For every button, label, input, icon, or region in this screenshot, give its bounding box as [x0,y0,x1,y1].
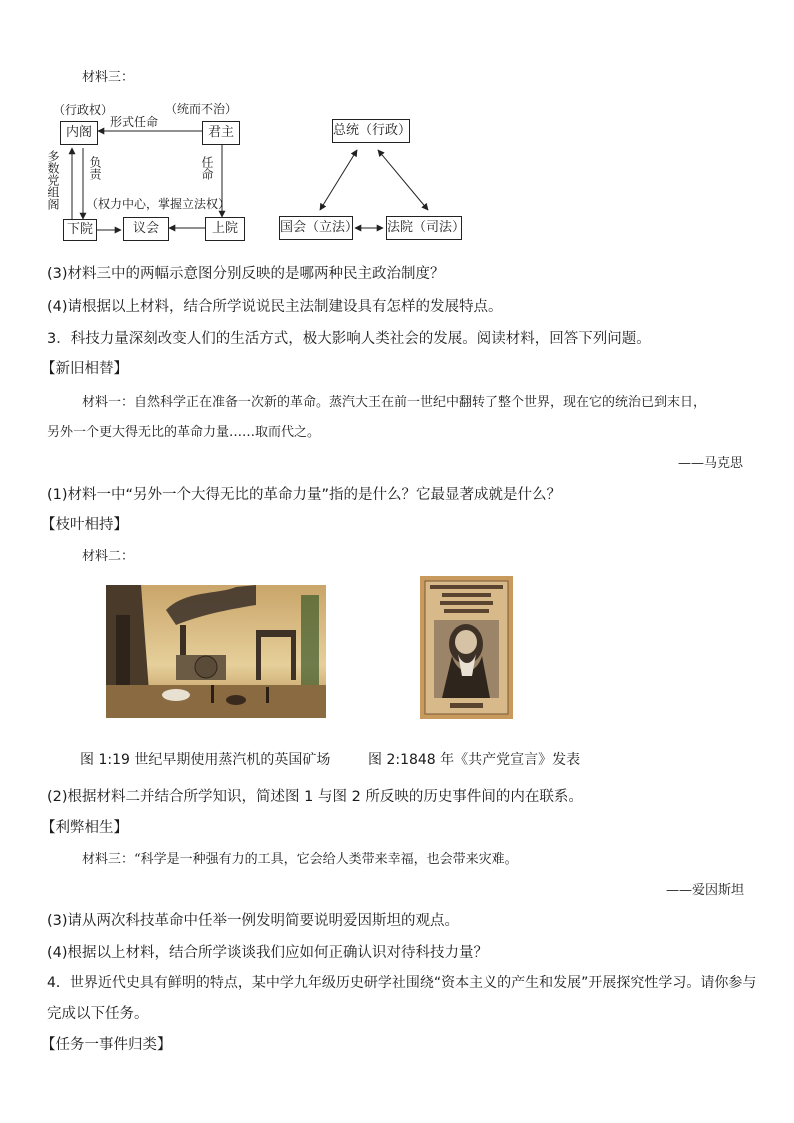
question-4-intro-line-2: 完成以下任务。 [47,1006,149,1022]
material-1-line-2: 另外一个更大得无比的革命力量……取而代之。 [47,425,321,440]
communist-manifesto-image [420,576,513,719]
power-center-note: （权力中心，掌握立法权） [86,197,231,211]
figure-2-caption: 图 2:1848 年《共产党宣言》发表 [368,752,581,768]
figure-1-caption: 图 1:19 世纪早期使用蒸汽机的英国矿场 [80,752,331,768]
section-heading-libi: 【利弊相生】 [41,820,128,836]
majority-party-label: 多数党组阁 [46,150,60,210]
material-3b-line: 材料三：“科学是一种强有力的工具，它会给人类带来幸福，也会带来灾难。 [82,852,518,867]
cabinet-box: 内阁 [60,121,98,145]
question-3-3: (3)请从两次科技革命中任举一例发明简要说明爱因斯坦的观点。 [47,913,460,929]
president-box: 总统（行政） [332,119,410,143]
monarch-box: 君主 [202,121,240,145]
question-3-intro: 3．科技力量深刻改变人们的生活方式，极大影响人类社会的发展。阅读材料，回答下列问题。 [47,331,651,347]
parliament-box: 议会 [123,217,169,241]
section-heading-xinjiu: 【新旧相替】 [41,361,128,377]
formal-appointment-label: 形式任命 [110,115,159,129]
reign-not-rule-note: （统而不治） [165,102,238,116]
executive-power-note: （行政权） [53,103,114,117]
congress-box: 国会（立法） [279,216,353,240]
material-3b-source: ——爱因斯坦 [666,883,745,898]
question-4-intro-line-1: 4．世界近代史具有鲜明的特点，某中学九年级历史研学社围绕“资本主义的产生和发展”开展探究性学习。请你参与 [47,975,757,991]
court-box: 法院（司法） [386,216,462,240]
upper-house-box: 上院 [205,217,245,241]
lower-house-box: 下院 [63,219,97,241]
material-1-source: ——马克思 [678,456,744,471]
material-1-line-1: 材料一：自然科学正在准备一次新的革命。蒸汽大王在前一世纪中翻转了整个世界，现在它的统治已到末日， [82,395,707,410]
question-2-4: (4)请根据以上材料，结合所学说说民主法制建设具有怎样的发展特点。 [47,299,503,315]
section-heading-task1: 【任务一事件归类】 [41,1037,172,1053]
section-heading-zhiye: 【枝叶相持】 [41,517,128,533]
question-3-4: (4)根据以上材料，结合所学谈谈我们应如何正确认识对待科技力量？ [47,945,489,961]
material-3-label: 材料三： [82,70,135,85]
responsible-label: 负责 [88,156,102,180]
question-3-2: (2)根据材料二并结合所学知识，简述图 1 与图 2 所反映的历史事件间的内在联系。 [47,789,583,805]
steam-engine-mine-image [106,585,326,718]
material-2-label: 材料二： [82,549,135,564]
appoint-label: 任命 [200,156,214,180]
question-2-3: (3)材料三中的两幅示意图分别反映的是哪两种民主政治制度？ [47,266,445,282]
question-3-1: (1)材料一中“另外一个大得无比的革命力量”指的是什么？它最显著成就是什么？ [47,487,562,503]
